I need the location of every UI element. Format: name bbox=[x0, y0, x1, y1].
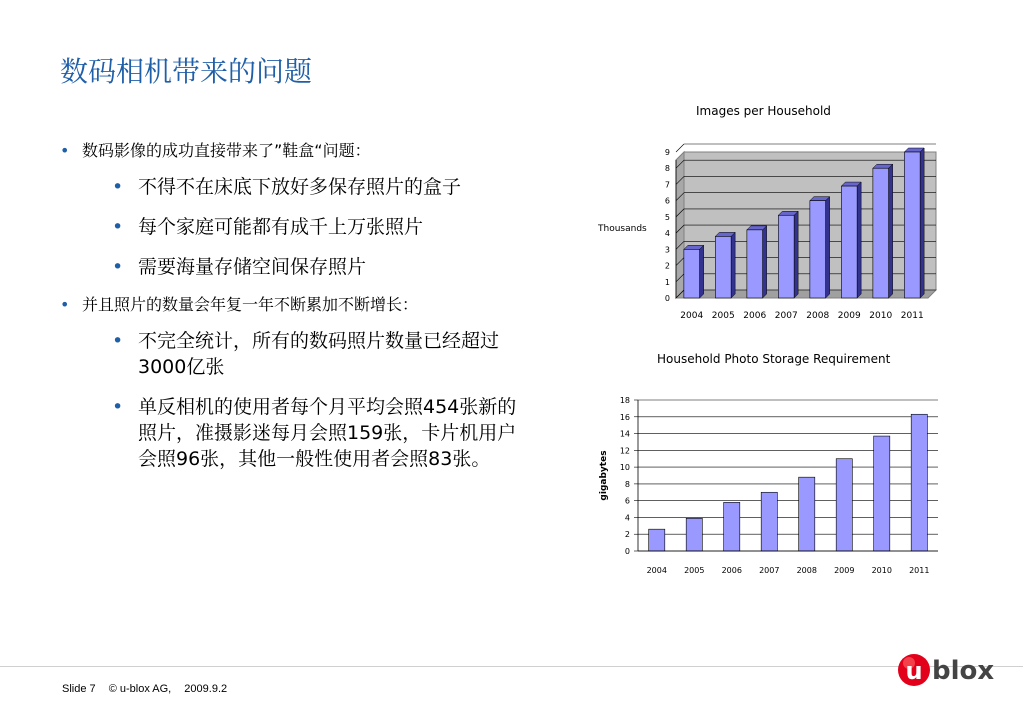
chart1-bar-side bbox=[889, 164, 893, 298]
chart2-ytick-label: 12 bbox=[619, 446, 630, 456]
chart1-ytick-label: 4 bbox=[664, 229, 670, 239]
copyright: © u-blox AG, bbox=[108, 683, 172, 695]
chart2-ylabel: gigabytes bbox=[599, 450, 609, 501]
chart1-bar-side bbox=[700, 245, 704, 298]
ublox-logo bbox=[892, 643, 1002, 693]
chart2-bar bbox=[724, 502, 740, 551]
chart1-xtick-label: 2008 bbox=[806, 311, 830, 321]
chart1-ytick-label: 9 bbox=[664, 148, 670, 157]
footer bbox=[62, 683, 237, 695]
chart2-ytick-label: 0 bbox=[624, 547, 630, 556]
chart2-xtick-label: 2007 bbox=[759, 566, 780, 575]
chart2-bar bbox=[836, 459, 852, 551]
chart1-ytick-label: 0 bbox=[664, 294, 670, 303]
chart1-bar-side bbox=[763, 226, 767, 298]
bullet-list bbox=[60, 140, 560, 486]
chart1-floor bbox=[676, 290, 936, 298]
chart1-xtick-label: 2006 bbox=[743, 311, 767, 321]
chart1-ytick-label: 5 bbox=[664, 212, 670, 222]
bullet-level1: • 并且照片的数量会年复一年不断累加不断增长： bbox=[60, 294, 560, 316]
bullet-level2: • 需要海量存储空间保存照片 bbox=[60, 254, 528, 280]
chart1-images-per-household bbox=[596, 140, 924, 325]
chart1-bar bbox=[873, 168, 889, 298]
chart2-bar bbox=[686, 518, 702, 551]
chart1-bar-side bbox=[794, 211, 798, 298]
chart2-bar bbox=[911, 414, 927, 551]
chart1-bar-side bbox=[731, 232, 735, 298]
chart2-plot-area bbox=[638, 400, 938, 551]
chart2-title: Household Photo Storage Requirement bbox=[657, 352, 891, 366]
chart2-xtick-label: 2005 bbox=[684, 566, 705, 575]
chart1-xtick-label: 2011 bbox=[900, 311, 924, 321]
chart1-xtick-label: 2004 bbox=[680, 311, 704, 321]
chart2-ytick-label: 10 bbox=[619, 463, 630, 473]
chart1-bar bbox=[778, 215, 794, 298]
chart1-title: Images per Household bbox=[696, 104, 831, 118]
slide-title: 数码相机带来的问题 bbox=[60, 55, 313, 88]
bullet-level1: • 数码影像的成功直接带来了”鞋盒“问题： bbox=[60, 140, 560, 162]
chart1-bar bbox=[841, 186, 857, 298]
bullet-level2: • 不得不在床底下放好多保存照片的盒子 bbox=[60, 174, 528, 200]
chart2-storage-requirement bbox=[592, 388, 952, 588]
chart2-xtick-label: 2011 bbox=[909, 566, 930, 575]
chart2-ytick-label: 8 bbox=[624, 479, 630, 489]
chart1-xtick-label: 2007 bbox=[774, 311, 798, 321]
svg-text:blox: blox bbox=[932, 656, 995, 686]
footer-divider bbox=[0, 666, 1023, 667]
chart1-bar-side bbox=[826, 197, 830, 298]
chart1-bar bbox=[684, 249, 700, 298]
chart1-ytick-label: 2 bbox=[664, 261, 670, 271]
chart1-bar bbox=[715, 236, 731, 298]
chart1-bar bbox=[810, 201, 826, 298]
chart1-xtick-label: 2010 bbox=[869, 311, 893, 321]
chart1-xtick-label: 2005 bbox=[711, 311, 735, 321]
chart2-ytick-label: 18 bbox=[619, 396, 630, 405]
chart2-ytick-label: 16 bbox=[619, 412, 630, 422]
chart1-ytick-label: 1 bbox=[664, 277, 670, 287]
chart1-ytick-label: 3 bbox=[664, 245, 670, 255]
chart2-ytick-label: 4 bbox=[624, 513, 630, 523]
bullet-level2: • 不完全统计，所有的数码照片数量已经超过3000亿张 bbox=[60, 328, 528, 380]
chart2-xtick-label: 2008 bbox=[796, 566, 817, 575]
chart2-xtick-label: 2006 bbox=[721, 566, 742, 575]
footer-date: 2009.9.2 bbox=[184, 683, 228, 695]
chart2-xtick-label: 2009 bbox=[834, 566, 855, 575]
chart1-xtick-label: 2009 bbox=[837, 311, 861, 321]
chart2-bar bbox=[799, 477, 815, 551]
chart1-side-wall bbox=[676, 152, 684, 298]
chart2-bar bbox=[649, 529, 665, 551]
chart2-bar bbox=[874, 436, 890, 551]
chart1-ytick-label: 6 bbox=[664, 196, 670, 206]
chart2-xtick-label: 2004 bbox=[646, 566, 667, 575]
chart2-xtick-label: 2010 bbox=[871, 566, 892, 575]
chart2-ytick-label: 6 bbox=[624, 496, 630, 506]
chart1-gridline-side bbox=[676, 144, 684, 152]
chart1-ytick-label: 8 bbox=[664, 164, 670, 174]
chart1-bar-side bbox=[920, 148, 924, 298]
svg-text:u: u bbox=[905, 657, 923, 685]
chart1-ytick-label: 7 bbox=[664, 180, 670, 190]
chart1-bar bbox=[904, 152, 920, 298]
chart2-ytick-label: 2 bbox=[624, 530, 630, 540]
bullet-level2: • 单反相机的使用者每个月平均会照454张新的照片，准摄影迷每月会照159张，卡片机用户会照96张，其他一般性使用者会照83张。 bbox=[60, 394, 528, 472]
chart1-bar-side bbox=[857, 182, 861, 298]
chart2-ytick-label: 14 bbox=[619, 429, 630, 439]
chart1-ylabel: Thousands bbox=[598, 224, 647, 234]
slide-number: Slide 7 bbox=[62, 683, 96, 695]
chart1-bar bbox=[747, 230, 763, 298]
bullet-level2: • 每个家庭可能都有成千上万张照片 bbox=[60, 214, 528, 240]
chart2-bar bbox=[761, 492, 777, 551]
